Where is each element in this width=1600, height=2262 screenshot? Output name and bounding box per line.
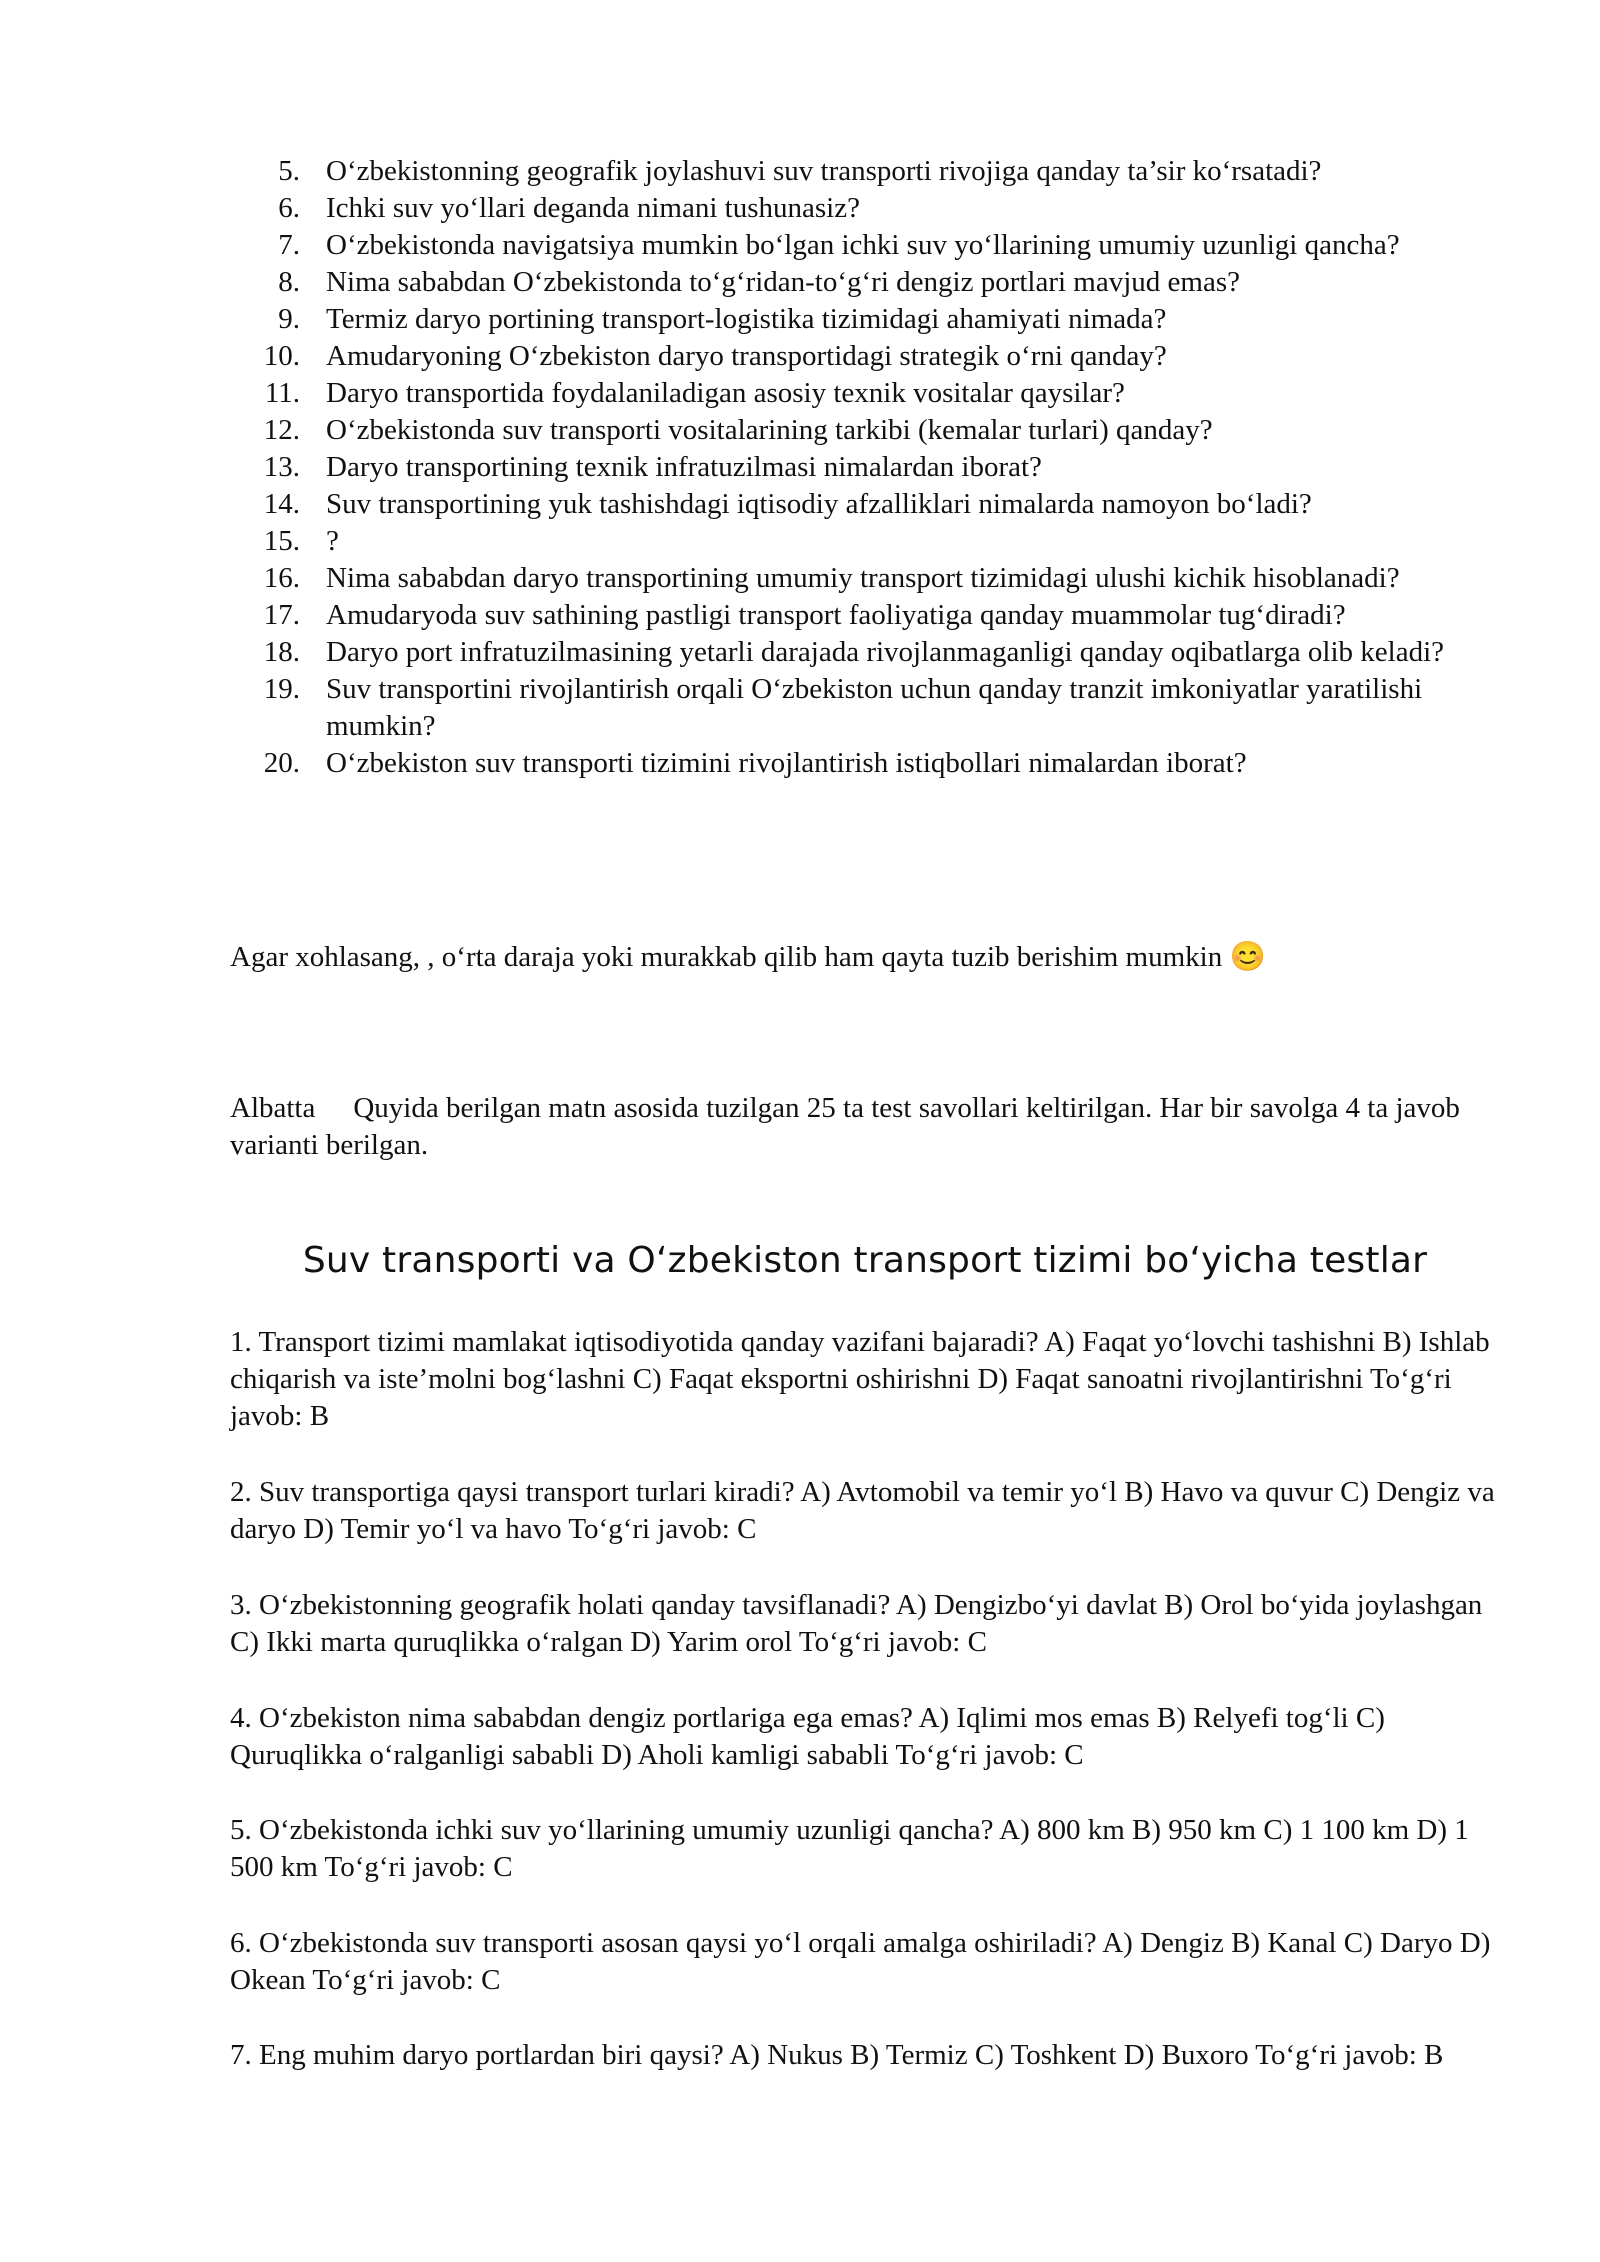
test-item: 2. Suv transportiga qaysi transport turlari kiradi? A) Avtomobil va temir yo‘l B) Havo va quvur C) Dengiz va daryo D) Temir yo‘l va havo To‘g‘ri javob: C: [230, 1476, 1495, 1545]
list-item: [238, 412, 1488, 449]
list-item: [238, 190, 1488, 227]
intro-lead: Albatta: [230, 1092, 316, 1124]
item-number: 19.: [263, 673, 300, 705]
item-text: Amudaryoning O‘zbekiston daryo transportidagi strategik o‘rni qanday?: [326, 340, 1167, 372]
item-number: 9.: [278, 303, 300, 335]
list-item: [238, 597, 1488, 634]
item-text: O‘zbekistonning geografik joylashuvi suv transporti rivojiga qanday ta’sir ko‘rsatadi?: [326, 155, 1322, 187]
intro-text: Quyida berilgan matn asosida tuzilgan 25 ta test savollari keltirilgan. Har bir savolga 4 ta javob varianti berilgan.: [230, 1092, 1460, 1161]
item-number: 5.: [278, 155, 300, 187]
item-text: Daryo transportida foydalaniladigan asosiy texnik vositalar qaysilar?: [326, 377, 1125, 409]
item-number: 12.: [263, 414, 300, 446]
list-item: [238, 227, 1488, 264]
item-text: Daryo port infratuzilmasining yetarli darajada rivojlanmaganligi qanday oqibatlarga olib keladi?: [326, 636, 1445, 668]
list-item: [238, 375, 1488, 412]
list-item: [238, 745, 1488, 782]
item-number: 7.: [278, 229, 300, 261]
list-item: [238, 634, 1488, 671]
list-item: [238, 523, 1488, 560]
item-text: Nima sababdan daryo transportining umumiy transport tizimidagi ulushi kichik hisoblanadi?: [326, 562, 1400, 594]
test-item: 1. Transport tizimi mamlakat iqtisodiyotida qanday vazifani bajaradi? A) Faqat yo‘lovchi tashishni B) Ishlab chiqarish va iste’molni bog‘lashni C) Faqat eksportni oshirishni D) Faqat sanoatni rivojlantirishni To‘g‘ri javob: B: [230, 1326, 1490, 1432]
item-number: 20.: [263, 747, 300, 779]
item-number: 11.: [264, 377, 300, 409]
item-number: 13.: [263, 451, 300, 483]
list-item: [238, 560, 1488, 597]
item-text: O‘zbekistonda navigatsiya mumkin bo‘lgan ichki suv yo‘llarining umumiy uzunligi qancha?: [326, 229, 1400, 261]
intro-paragraph: [230, 1090, 1500, 1164]
question-list: [238, 153, 1488, 782]
list-item: [238, 338, 1488, 375]
test-item: 5. O‘zbekistonda ichki suv yo‘llarining umumiy uzunligi qancha? A) 800 km B) 950 km C) 1 100 km D) 1 500 km To‘g‘ri javob: C: [230, 1814, 1469, 1883]
offer-paragraph: Agar xohlasang, , o‘rta daraja yoki murakkab qilib ham qayta tuzib berishim mumkin 😊: [230, 941, 1266, 973]
list-item: [238, 264, 1488, 301]
item-number: 16.: [263, 562, 300, 594]
list-item: [238, 671, 1488, 745]
list-item: [238, 486, 1488, 523]
item-text: Amudaryoda suv sathining pastligi transport faoliyatiga qanday muammolar tug‘diradi?: [326, 599, 1346, 631]
page-title: Suv transporti va O‘zbekiston transport tizimi bo‘yicha testlar: [302, 1240, 1428, 1281]
item-text: Termiz daryo portining transport-logistika tizimidagi ahamiyati nimada?: [326, 303, 1167, 335]
item-number: 15.: [263, 525, 300, 557]
item-text: Ichki suv yo‘llari deganda nimani tushunasiz?: [326, 192, 860, 224]
test-item: 3. O‘zbekistonning geografik holati qanday tavsiflanadi? A) Dengizbo‘yi davlat B) Orol bo‘yida joylashgan C) Ikki marta quruqlikka o‘ralgan D) Yarim orol To‘g‘ri javob: C: [230, 1589, 1483, 1658]
item-text: ?: [326, 525, 339, 557]
item-text: Nima sababdan O‘zbekistonda to‘g‘ridan-to‘g‘ri dengiz portlari mavjud emas?: [326, 266, 1240, 298]
list-item: [238, 301, 1488, 338]
item-text: Suv transportining yuk tashishdagi iqtisodiy afzalliklari nimalarda namoyon bo‘ladi?: [326, 488, 1312, 520]
list-item: [238, 153, 1488, 190]
test-item: 4. O‘zbekiston nima sababdan dengiz portlariga ega emas? A) Iqlimi mos emas B) Relyefi tog‘li C) Quruqlikka o‘ralganligi sababli D) Aholi kamligi sababli To‘g‘ri javob: C: [230, 1702, 1385, 1771]
item-number: 18.: [263, 636, 300, 668]
item-number: 6.: [278, 192, 300, 224]
item-text: O‘zbekistonda suv transporti vositalarining tarkibi (kemalar turlari) qanday?: [326, 414, 1213, 446]
item-number: 17.: [263, 599, 300, 631]
list-item: [238, 449, 1488, 486]
item-text: Suv transportini rivojlantirish orqali O‘zbekiston uchun qanday tranzit imkoniyatlar yaratilishi mumkin?: [326, 673, 1423, 742]
test-item: 7. Eng muhim daryo portlardan biri qaysi? A) Nukus B) Termiz C) Toshkent D) Buxoro To‘g‘ri javob: B: [230, 2039, 1444, 2071]
item-text: Daryo transportining texnik infratuzilmasi nimalardan iborat?: [326, 451, 1042, 483]
item-number: 10.: [263, 340, 300, 372]
test-item: 6. O‘zbekistonda suv transporti asosan qaysi yo‘l orqali amalga oshiriladi? A) Dengiz B) Kanal C) Daryo D) Okean To‘g‘ri javob: C: [230, 1927, 1491, 1996]
item-number: 8.: [278, 266, 300, 298]
item-text: O‘zbekiston suv transporti tizimini rivojlantirish istiqbollari nimalardan iborat?: [326, 747, 1247, 779]
item-number: 14.: [263, 488, 300, 520]
